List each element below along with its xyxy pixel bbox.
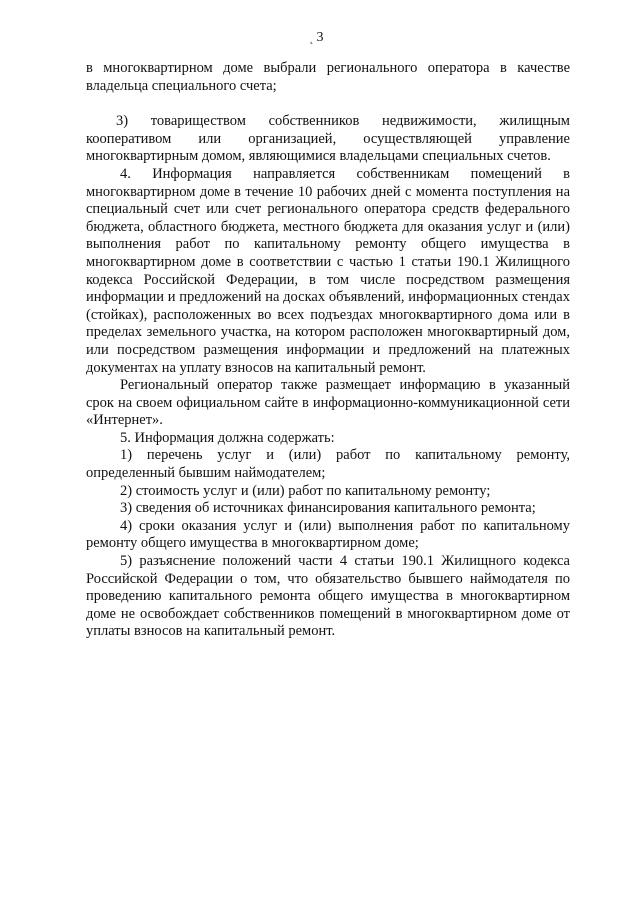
section-5-item-2: 2) стоимость услуг и (или) работ по капитальному ремонту; bbox=[120, 482, 491, 499]
section-5-item-3: 3) сведения об источниках финансирования капитального ремонта; bbox=[120, 500, 536, 517]
list-item-3: 3) товариществом собственников недвижимости, жилищным кооперативом или организацией, осуществляющей управление многоквартирным домом, являющимися владельцами специальных счетов. bbox=[86, 113, 570, 165]
document-body bbox=[86, 60, 570, 641]
regional-operator-paragraph: Региональный оператор также размещает информацию в указанный срок на своем официальном сайте в информационно-коммуникационной сети «Интернет». bbox=[86, 377, 570, 429]
page-number-text: 3 bbox=[316, 30, 324, 45]
section-4-paragraph: 4. Информация направляется собственникам помещений в многоквартирном доме в течение 10 рабочих дней с момента поступления на специальный счет или счет регионального оператора средств федерального бюджета, областного бюджета, местного бюджета для оказания услуг и (или) выполнения работ по капитальному ремонту общего имущества в многоквартирном доме в соответствии с частью 1 статьи 190.1 Жилищного кодекса Российской Федерации, в том числе посредством размещения информации и предложений на досках объявлений, информационных стендах (стойках), расположенных во всех подъездах многоквартирного дома или в пределах земельного участка, на котором расположен многоквартирный дом, или посредством размещения информации и предложений на платежных документах на уплату взносов на капитальный ремонт. bbox=[86, 165, 570, 376]
page-number bbox=[0, 30, 640, 46]
scan-mark: ˛ bbox=[310, 34, 314, 45]
section-5-item-5: 5) разъяснение положений части 4 статьи 190.1 Жилищного кодекса Российской Федерации о том, что обязательство бывшего наймодателя по проведению капитального ремонта общего имущества в многоквартирном доме не освобождает собственников помещений в многоквартирном доме от уплаты взносов на капитальный ремонт. bbox=[86, 553, 570, 640]
section-5-item-1: 1) перечень услуг и (или) работ по капитальному ремонту, определенный бывшим наймодателем; bbox=[86, 447, 570, 482]
section-5-heading: 5. Информация должна содержать: bbox=[120, 429, 335, 446]
section-5-item-4: 4) сроки оказания услуг и (или) выполнения работ по капитальному ремонту общего имущества в многоквартирном доме; bbox=[86, 517, 570, 552]
paragraph-continuation: в многоквартирном доме выбрали регионального оператора в качестве владельца специального счета; bbox=[86, 60, 570, 94]
